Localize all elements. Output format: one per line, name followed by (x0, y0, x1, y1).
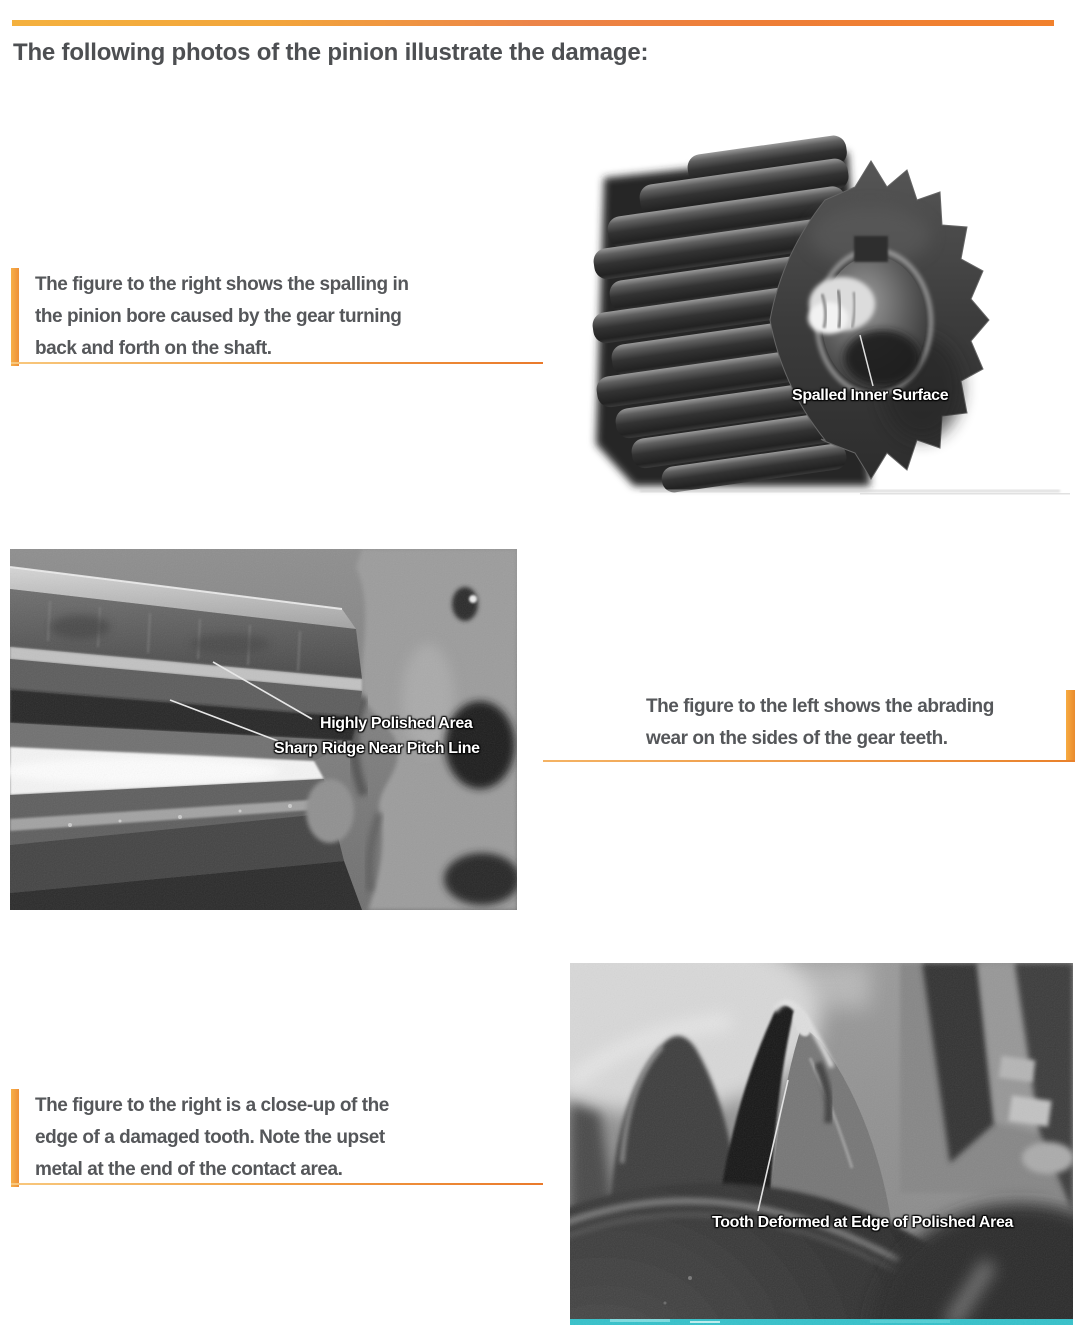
table-shadow-line (640, 490, 1070, 495)
caption-underline (11, 1183, 543, 1185)
caption-abrading (543, 690, 1075, 763)
photo-label-ridge: Sharp Ridge Near Pitch Line (274, 740, 480, 757)
photo-label-polished: Highly Polished Area (320, 715, 473, 732)
caption-underline (543, 760, 1075, 762)
caption-line: wear on the sides of the gear teeth. (646, 728, 948, 749)
caption-line: edge of a damaged tooth. Note the upset (35, 1127, 385, 1148)
damaged-tooth-drawing (570, 963, 1073, 1325)
film-grain-overlay (570, 963, 1073, 1325)
caption-line: the pinion bore caused by the gear turning (35, 306, 402, 327)
caption-underline (11, 362, 543, 364)
caption-line: The figure to the right shows the spalling in (35, 274, 409, 295)
pinion-gear-drawing (570, 126, 1076, 506)
photo-teeth-abrading-wear (10, 549, 517, 910)
caption-line: back and forth on the shaft. (35, 338, 272, 359)
keyway-notch (854, 236, 888, 262)
caption-closeup (11, 1087, 543, 1187)
photo-damaged-tooth-closeup (570, 963, 1073, 1325)
caption-spalling (11, 266, 543, 366)
caption-line: metal at the end of the contact area. (35, 1159, 343, 1180)
photo-pinion-spalled-bore (570, 126, 1076, 506)
caption-line: The figure to the right is a close-up of the (35, 1095, 389, 1116)
top-accent-bar (12, 20, 1054, 26)
photo-label-deformed: Tooth Deformed at Edge of Polished Area (712, 1214, 1014, 1231)
photo-label-spalled: Spalled Inner Surface (792, 387, 949, 404)
page-title: The following photos of the pinion illustrate the damage: (13, 39, 649, 66)
caption-line: The figure to the left shows the abrading (646, 696, 994, 717)
